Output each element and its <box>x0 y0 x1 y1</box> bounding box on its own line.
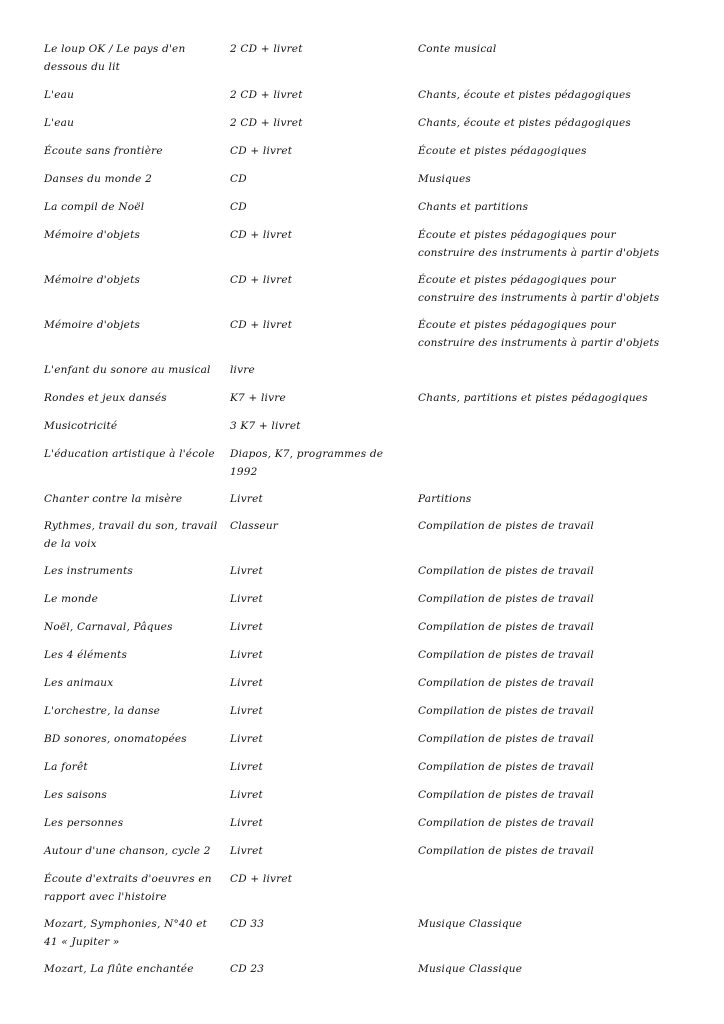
description-cell: Chants, écoute et pistes pédagogiques <box>418 117 631 129</box>
format-cell: Livret <box>230 593 263 605</box>
title-cell: Les personnes <box>44 817 124 829</box>
format-cell: CD <box>230 173 247 185</box>
description-cell: Compilation de pistes de travail <box>418 520 594 532</box>
title-cell: Le loup OK / Le pays d'en dessous du lit <box>44 43 186 73</box>
format-cell: CD + livret <box>230 229 293 241</box>
format-cell: 3 K7 + livret <box>230 420 301 432</box>
description-cell: Conte musical <box>418 43 497 55</box>
table-row <box>44 786 684 814</box>
table-row <box>44 814 684 842</box>
format-cell: Livret <box>230 789 263 801</box>
table-row <box>44 758 684 786</box>
table-row <box>44 646 684 674</box>
format-cell: K7 + livre <box>230 392 286 404</box>
table-row <box>44 562 684 590</box>
table-row <box>44 730 684 758</box>
title-cell: Mémoire d'objets <box>44 319 141 331</box>
title-cell: L'orchestre, la danse <box>44 705 161 717</box>
title-cell: Danses du monde 2 <box>44 173 152 185</box>
description-cell: Compilation de pistes de travail <box>418 593 594 605</box>
table-row <box>44 590 684 618</box>
description-cell: Chants, écoute et pistes pédagogiques <box>418 89 631 101</box>
table-row <box>44 842 684 870</box>
table-row <box>44 490 684 517</box>
format-cell: CD + livret <box>230 274 293 286</box>
description-cell: Chants, partitions et pistes pédagogiques <box>418 392 648 404</box>
format-cell: livre <box>230 364 255 376</box>
description-cell: Compilation de pistes de travail <box>418 761 594 773</box>
title-cell: Chanter contre la misère <box>44 493 183 505</box>
title-cell: Mémoire d'objets <box>44 274 141 286</box>
description-cell: Compilation de pistes de travail <box>418 789 594 801</box>
description-cell: Compilation de pistes de travail <box>418 733 594 745</box>
format-cell: 2 CD + livret <box>230 117 303 129</box>
table-row <box>44 960 684 988</box>
format-cell: Livret <box>230 649 263 661</box>
format-cell: CD <box>230 201 247 213</box>
format-cell: Diapos, K7, programmes de 1992 <box>230 448 384 478</box>
format-cell: Livret <box>230 845 263 857</box>
title-cell: L'eau <box>44 89 75 101</box>
title-cell: Écoute sans frontière <box>44 145 163 157</box>
title-cell: Rythmes, travail du son, travail de la voix <box>44 520 218 550</box>
format-cell: Livret <box>230 733 263 745</box>
title-cell: Les instruments <box>44 565 133 577</box>
format-cell: Livret <box>230 705 263 717</box>
table-row <box>44 618 684 646</box>
format-cell: Livret <box>230 565 263 577</box>
table-row <box>44 389 684 417</box>
title-cell: Les saisons <box>44 789 107 801</box>
format-cell: Classeur <box>230 520 279 532</box>
title-cell: Autour d'une chanson, cycle 2 <box>44 845 211 857</box>
description-cell: Écoute et pistes pédagogiques pour construire des instruments à partir d'objets <box>418 319 660 349</box>
title-cell: Écoute d'extraits d'oeuvres en rapport avec l'histoire <box>44 873 212 903</box>
table-row <box>44 226 684 271</box>
title-cell: Noël, Carnaval, Pâques <box>44 621 173 633</box>
title-cell: Les 4 éléments <box>44 649 128 661</box>
format-cell: Livret <box>230 493 263 505</box>
format-cell: CD 33 <box>230 918 265 930</box>
title-cell: La compil de Noël <box>44 201 145 213</box>
catalog-table <box>44 40 684 988</box>
format-cell: 2 CD + livret <box>230 89 303 101</box>
title-cell: Mozart, Symphonies, N°40 et 41 « Jupiter » <box>44 918 208 948</box>
format-cell: CD + livret <box>230 319 293 331</box>
title-cell: Musicotricité <box>44 420 118 432</box>
table-row <box>44 445 684 490</box>
table-row <box>44 86 684 114</box>
title-cell: L'éducation artistique à l'école <box>44 448 215 460</box>
table-row <box>44 870 684 915</box>
title-cell: L'eau <box>44 117 75 129</box>
title-cell: Mémoire d'objets <box>44 229 141 241</box>
title-cell: Le monde <box>44 593 99 605</box>
table-row <box>44 674 684 702</box>
format-cell: Livret <box>230 621 263 633</box>
title-cell: Les animaux <box>44 677 114 689</box>
title-cell: Mozart, La flûte enchantée <box>44 963 194 975</box>
format-cell: 2 CD + livret <box>230 43 303 55</box>
description-cell: Écoute et pistes pédagogiques pour construire des instruments à partir d'objets <box>418 229 660 259</box>
description-cell: Compilation de pistes de travail <box>418 677 594 689</box>
table-row <box>44 915 684 960</box>
description-cell: Musiques <box>418 173 471 185</box>
table-row <box>44 198 684 226</box>
description-cell: Partitions <box>418 493 472 505</box>
description-cell: Musique Classique <box>418 963 523 975</box>
title-cell: L'enfant du sonore au musical <box>44 364 211 376</box>
table-row <box>44 40 684 86</box>
table-row <box>44 271 684 316</box>
format-cell: Livret <box>230 761 263 773</box>
title-cell: BD sonores, onomatopées <box>44 733 187 745</box>
format-cell: CD + livret <box>230 145 293 157</box>
description-cell: Compilation de pistes de travail <box>418 621 594 633</box>
description-cell: Compilation de pistes de travail <box>418 845 594 857</box>
table-row <box>44 142 684 170</box>
description-cell: Musique Classique <box>418 918 523 930</box>
description-cell: Compilation de pistes de travail <box>418 705 594 717</box>
table-row <box>44 361 684 389</box>
description-cell: Compilation de pistes de travail <box>418 649 594 661</box>
title-cell: Rondes et jeux dansés <box>44 392 167 404</box>
description-cell: Chants et partitions <box>418 201 529 213</box>
table-row <box>44 517 684 562</box>
table-row <box>44 170 684 198</box>
table-row <box>44 316 684 361</box>
format-cell: CD 23 <box>230 963 265 975</box>
description-cell: Compilation de pistes de travail <box>418 565 594 577</box>
title-cell: La forêt <box>44 761 88 773</box>
format-cell: Livret <box>230 817 263 829</box>
table-row <box>44 114 684 142</box>
description-cell: Écoute et pistes pédagogiques <box>418 145 587 157</box>
description-cell: Compilation de pistes de travail <box>418 817 594 829</box>
table-row <box>44 417 684 445</box>
description-cell: Écoute et pistes pédagogiques pour construire des instruments à partir d'objets <box>418 274 660 304</box>
format-cell: CD + livret <box>230 873 293 885</box>
format-cell: Livret <box>230 677 263 689</box>
table-row <box>44 702 684 730</box>
